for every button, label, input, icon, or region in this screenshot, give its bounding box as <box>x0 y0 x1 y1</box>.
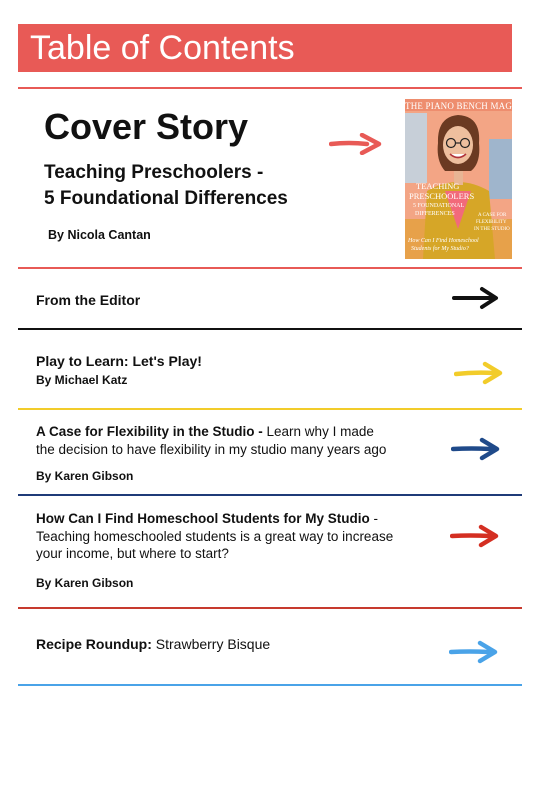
toc-item-title: How Can I Find Homeschool Students for My Studio <box>36 511 370 526</box>
divider <box>18 267 522 269</box>
toc-item-title: From the Editor <box>36 292 141 308</box>
toc-item-author: By Michael Katz <box>36 373 128 387</box>
divider <box>18 494 522 496</box>
magazine-bottom-line: How Can I Find Homeschool <box>408 238 479 244</box>
toc-item-description: your income, but where to start? <box>36 546 229 561</box>
toc-item-author: By Karen Gibson <box>36 469 134 483</box>
magazine-cover-line: TEACHING <box>416 181 460 191</box>
toc-item-title: A Case for Flexibility in the Studio - <box>36 424 263 439</box>
toc-item-description: - <box>369 511 378 526</box>
cover-subtitle-line: Teaching Preschoolers - <box>44 162 264 183</box>
divider <box>18 684 522 686</box>
arrow-right-icon[interactable] <box>454 361 504 385</box>
toc-item-description: Learn why I made <box>262 424 374 439</box>
toc-item-heading-line <box>36 510 378 527</box>
magazine-masthead: THE PIANO BENCH MAG <box>405 101 512 111</box>
cover-subtitle-line: 5 Foundational Differences <box>44 188 288 209</box>
arrow-right-icon[interactable] <box>329 133 383 155</box>
arrow-right-icon[interactable] <box>452 286 500 310</box>
toc-item-description: Teaching homeschooled students is a great way to increase <box>36 529 394 544</box>
cover-story-heading: Cover Story <box>44 106 249 147</box>
magazine-cover-line: PRESCHOOLERS <box>409 191 475 201</box>
arrow-right-icon[interactable] <box>449 640 499 664</box>
magazine-side-line: FLEXIBILITY <box>476 220 507 225</box>
toc-item-title: Recipe Roundup: <box>36 636 152 652</box>
magazine-cover-line: 5 FOUNDATIONAL <box>413 203 465 209</box>
toc-item-heading-line <box>36 423 374 440</box>
cover-photo <box>405 99 512 259</box>
toc-header <box>18 24 512 72</box>
toc-title: Table of Contents <box>30 29 295 67</box>
toc-item-title: Play to Learn: Let's Play! <box>36 353 202 369</box>
cover-story-author: By Nicola Cantan <box>48 228 151 242</box>
toc-item-description: Strawberry Bisque <box>151 636 271 652</box>
arrow-right-icon[interactable] <box>451 437 501 461</box>
divider <box>18 87 522 89</box>
divider <box>18 408 522 410</box>
cover-story-subtitle <box>44 160 344 212</box>
toc-item-description: the decision to have flexibility in my studio many years ago <box>36 442 387 457</box>
magazine-cover-image[interactable] <box>405 99 512 259</box>
arrow-right-icon[interactable] <box>450 524 500 548</box>
magazine-cover-line: DIFFERENCES <box>415 211 455 217</box>
magazine-side-line: IN THE STUDIO <box>474 227 510 232</box>
magazine-bottom-line: Students for My Studio? <box>411 246 469 252</box>
toc-item-author: By Karen Gibson <box>36 576 134 590</box>
magazine-side-line: A CASE FOR <box>478 213 507 218</box>
divider <box>18 607 522 609</box>
toc-item-heading-line <box>36 636 270 653</box>
divider <box>18 328 522 330</box>
